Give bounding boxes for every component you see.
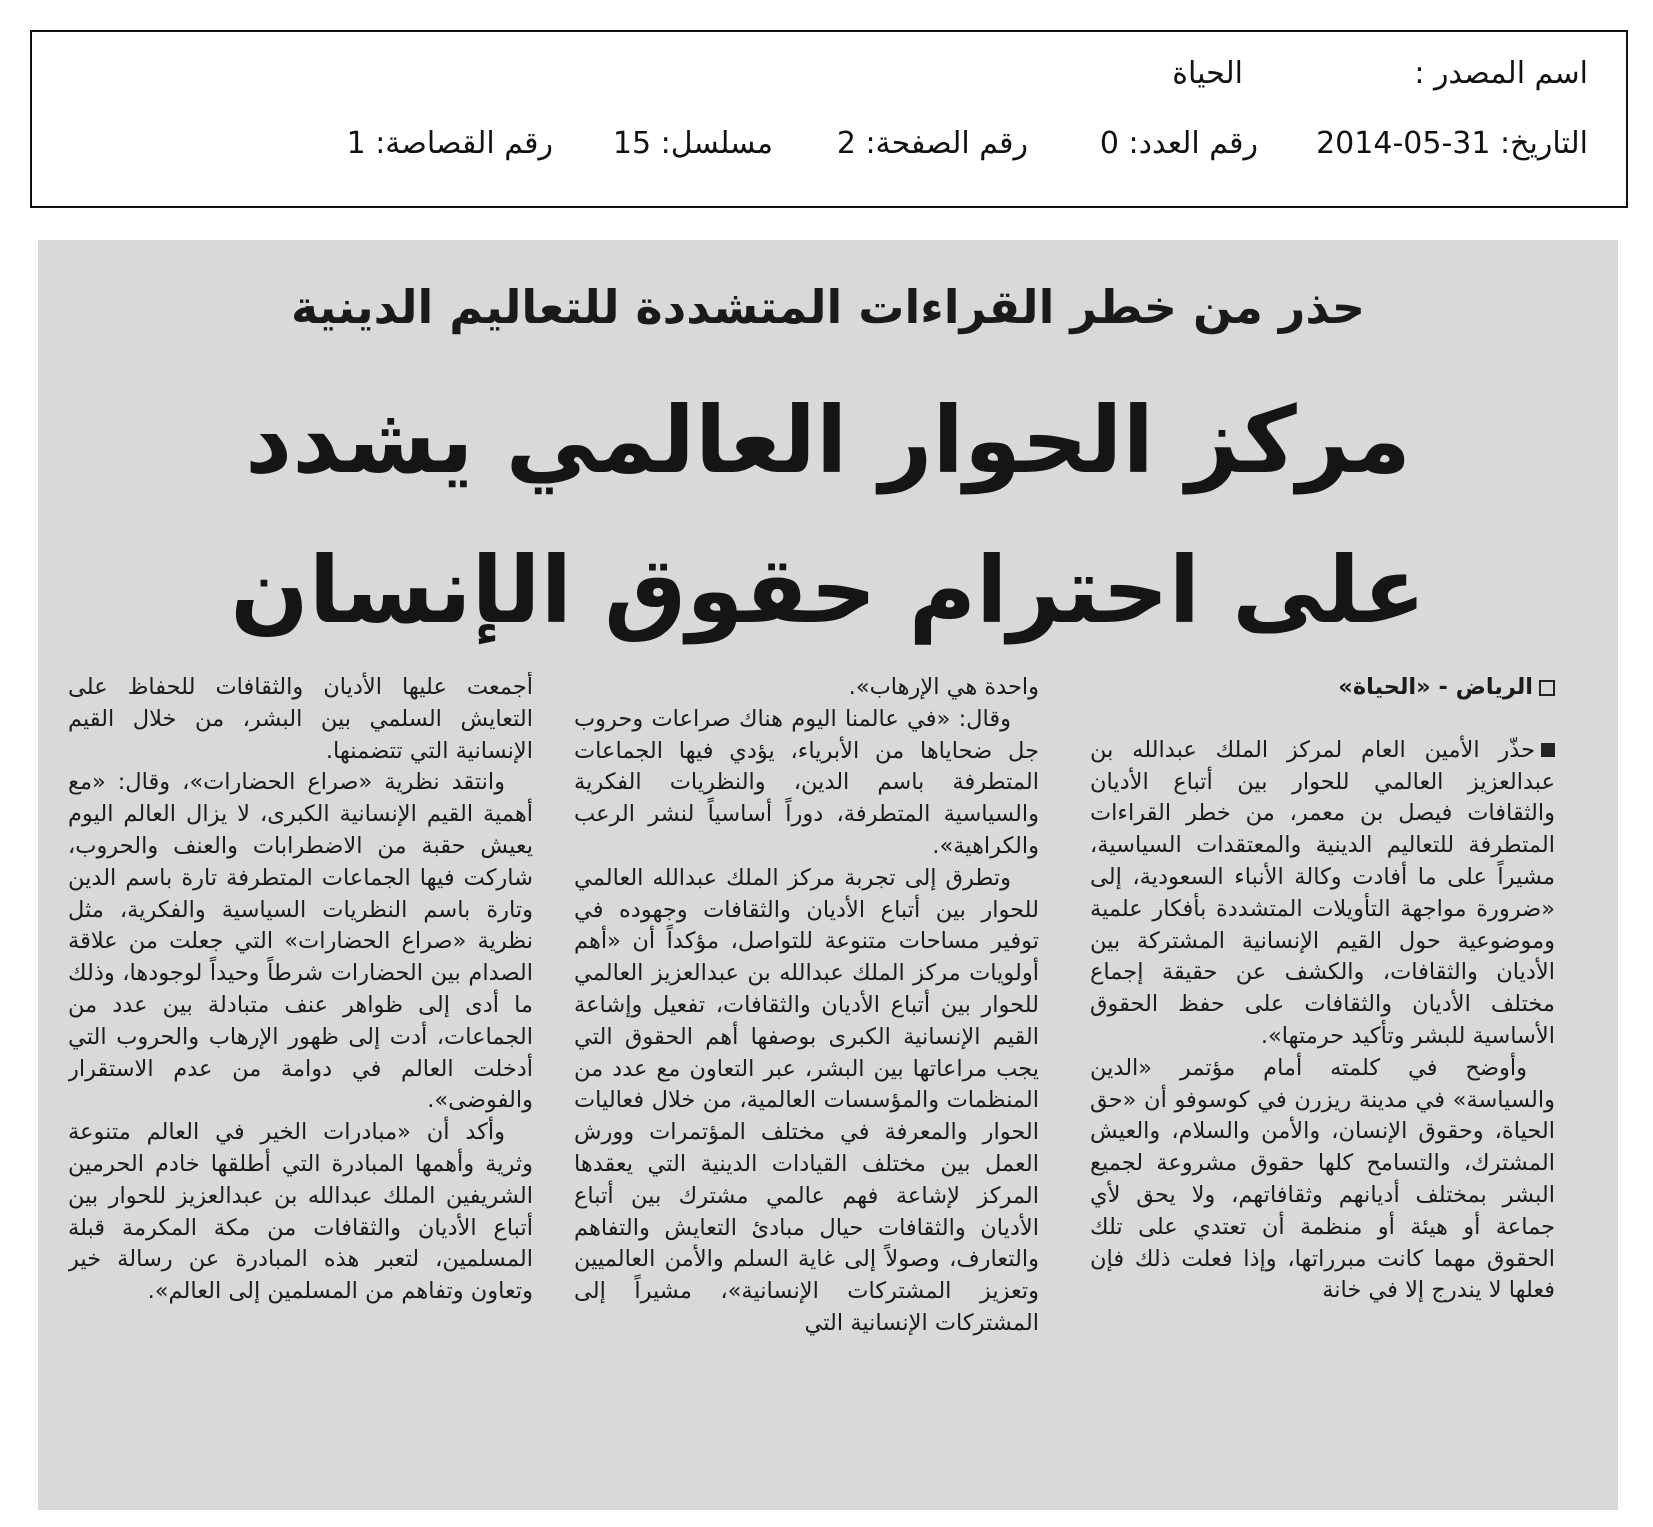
paragraph: وأكد أن «مبادرات الخير في العالم متنوعة وثرية وأهمها المبادرة التي أطلقها خادم الحرمين الشريفين الملك عبدالله بن عبدالعزيز للحوار بين أتباع الأديان والثقافات من مكة المكرمة قبلة المسلمين، لتعبر هذه المبادرة عن رسالة خير وتعاون وتفاهم من المسلمين إلى العالم». <box>68 1119 533 1305</box>
page-number-field: رقم الصفحة: 2 <box>836 126 1028 161</box>
headline-line-1: مركز الحوار العالمي يشدد <box>245 387 1411 494</box>
issue-number-field: رقم العدد: 0 <box>1099 126 1258 161</box>
source-name-value: الحياة <box>1172 56 1243 91</box>
clip-number-field: رقم القصاصة: 1 <box>346 126 553 161</box>
paragraph: وانتقد نظرية «صراع الحضارات»، وقال: «مع أهمية القيم الإنسانية الكبرى، لا يزال العالم اليوم يعيش حقبة من الاضطرابات والعنف والحروب، شاركت فيها الجماعات المتطرفة تارة باسم الدين وتارة باسم النظريات السياسية والفكرية، مثل نظرية «صراع الحضارات» التي جعلت من علاقة الصدام بين الحضارات شرطاً وحيداً لوجودها، وذلك ما أدى إلى ظواهر عنف متبادلة بين عدد من الجماعات، أدت إلى ظهور الإرهاب والحروب التي أدخلت العالم في دوامة من عدم الاستقرار والفوضى». <box>68 769 533 1114</box>
headline-line-2: على احترام حقوق الإنسان <box>230 537 1426 644</box>
source-details-row <box>88 126 1588 166</box>
paragraph: وأوضح في كلمته أمام مؤتمر «الدين والسياسة» في مدينة ريزرن في كوسوفو أن «حق الحياة، وحقوق الإنسان، والأمن والسلام، والعيش المشترك، والتسامح كلها حقوق مشروعة لجميع البشر بمختلف أديانهم وثقافاتهم، ولا يحق لأي جماعة أو هيئة أو منظمة أن تعتدي على تلك الحقوق مهما كانت مبرراتها، وإذا فعلت ذلك فإن فعلها لا يندرج إلا في خانة <box>1090 1054 1555 1304</box>
serial-field: مسلسل: 15 <box>612 126 773 161</box>
square-bullet-icon <box>1539 680 1555 696</box>
paragraph-text: حذّر الأمين العام لمركز الملك عبدالله بن عبدالعزيز العالمي للحوار بين أتباع الأديان والثقافات فيصل بن معمر، من خطر القراءات المتطرفة للتعاليم الدينية والمعتقدات السياسية، مشيراً على ما أفادت وكالة الأنباء السعودية، إلى «ضرورة مواجهة التأويلات المتشددة بأفكار علمية وموضوعية حول القيم الإنسانية المشتركة بين الأديان والثقافات، والكشف عن حقيقة إجماع مختلف الأديان والثقافات على حفظ الحقوق الأساسية للبشر وتأكيد حرمتها». <box>1090 736 1555 1049</box>
article-column-middle <box>574 672 1039 1510</box>
byline-text: الرياض - «الحياة» <box>1338 674 1533 700</box>
source-name-label: اسم المصدر : <box>1414 56 1588 91</box>
black-square-icon <box>1541 743 1555 757</box>
byline <box>1090 672 1555 704</box>
newspaper-clipping <box>38 240 1618 1510</box>
paragraph: وتطرق إلى تجربة مركز الملك عبدالله العالمي للحوار بين أتباع الأديان والثقافات وجهوده في توفير مساحات متنوعة للتواصل، مؤكداً أن «أهم أولويات مركز الملك عبدالله بن عبدالعزيز العالمي للحوار بين أتباع الأديان والثقافات، تفعيل وإشاعة القيم الإنسانية الكبرى بوصفها أهم الحقوق التي يجب مراعاتها بين البشر، عبر التعاون مع عدد من المنظمات والمؤسسات العالمية، من خلال فعاليات الحوار والمعرفة في مختلف المؤتمرات وورش العمل بين مختلف القيادات الدينية التي يعقدها المركز لإشاعة فهم عالمي مشترك بين أتباع الأديان والثقافات حيال مبادئ التعايش والتفاهم والتعارف، وصولاً إلى غاية السلم والأمن العالميين وتعزيز المشتركات الإنسانية»، مشيراً إلى المشتركات الإنسانية التي <box>574 864 1039 1336</box>
article-kicker: حذر من خطر القراءات المتشددة للتعاليم الدينية <box>290 280 1366 334</box>
article-column-right <box>1090 672 1555 1510</box>
paragraph: وقال: «في عالمنا اليوم هناك صراعات وحروب جل ضحاياها من الأبرياء، يؤدي فيها الجماعات المتطرفة باسم الدين، والنظريات الفكرية والسياسية المتطرفة، دوراً أساسياً لنشر الرعب والكراهية». <box>574 705 1039 859</box>
source-name-row <box>88 56 1588 96</box>
paragraph: واحدة هي الإرهاب». <box>848 674 1039 700</box>
paragraph <box>1090 735 1555 1053</box>
date-field: التاريخ: 31-05-2014 <box>1316 126 1588 161</box>
paragraph: أجمعت عليها الأديان والثقافات للحفاظ على التعايش السلمي بين البشر، من خلال القيم الإنسانية التي تتضمنها. <box>68 674 533 764</box>
article-column-left <box>68 672 533 1510</box>
source-info-box <box>30 30 1628 208</box>
